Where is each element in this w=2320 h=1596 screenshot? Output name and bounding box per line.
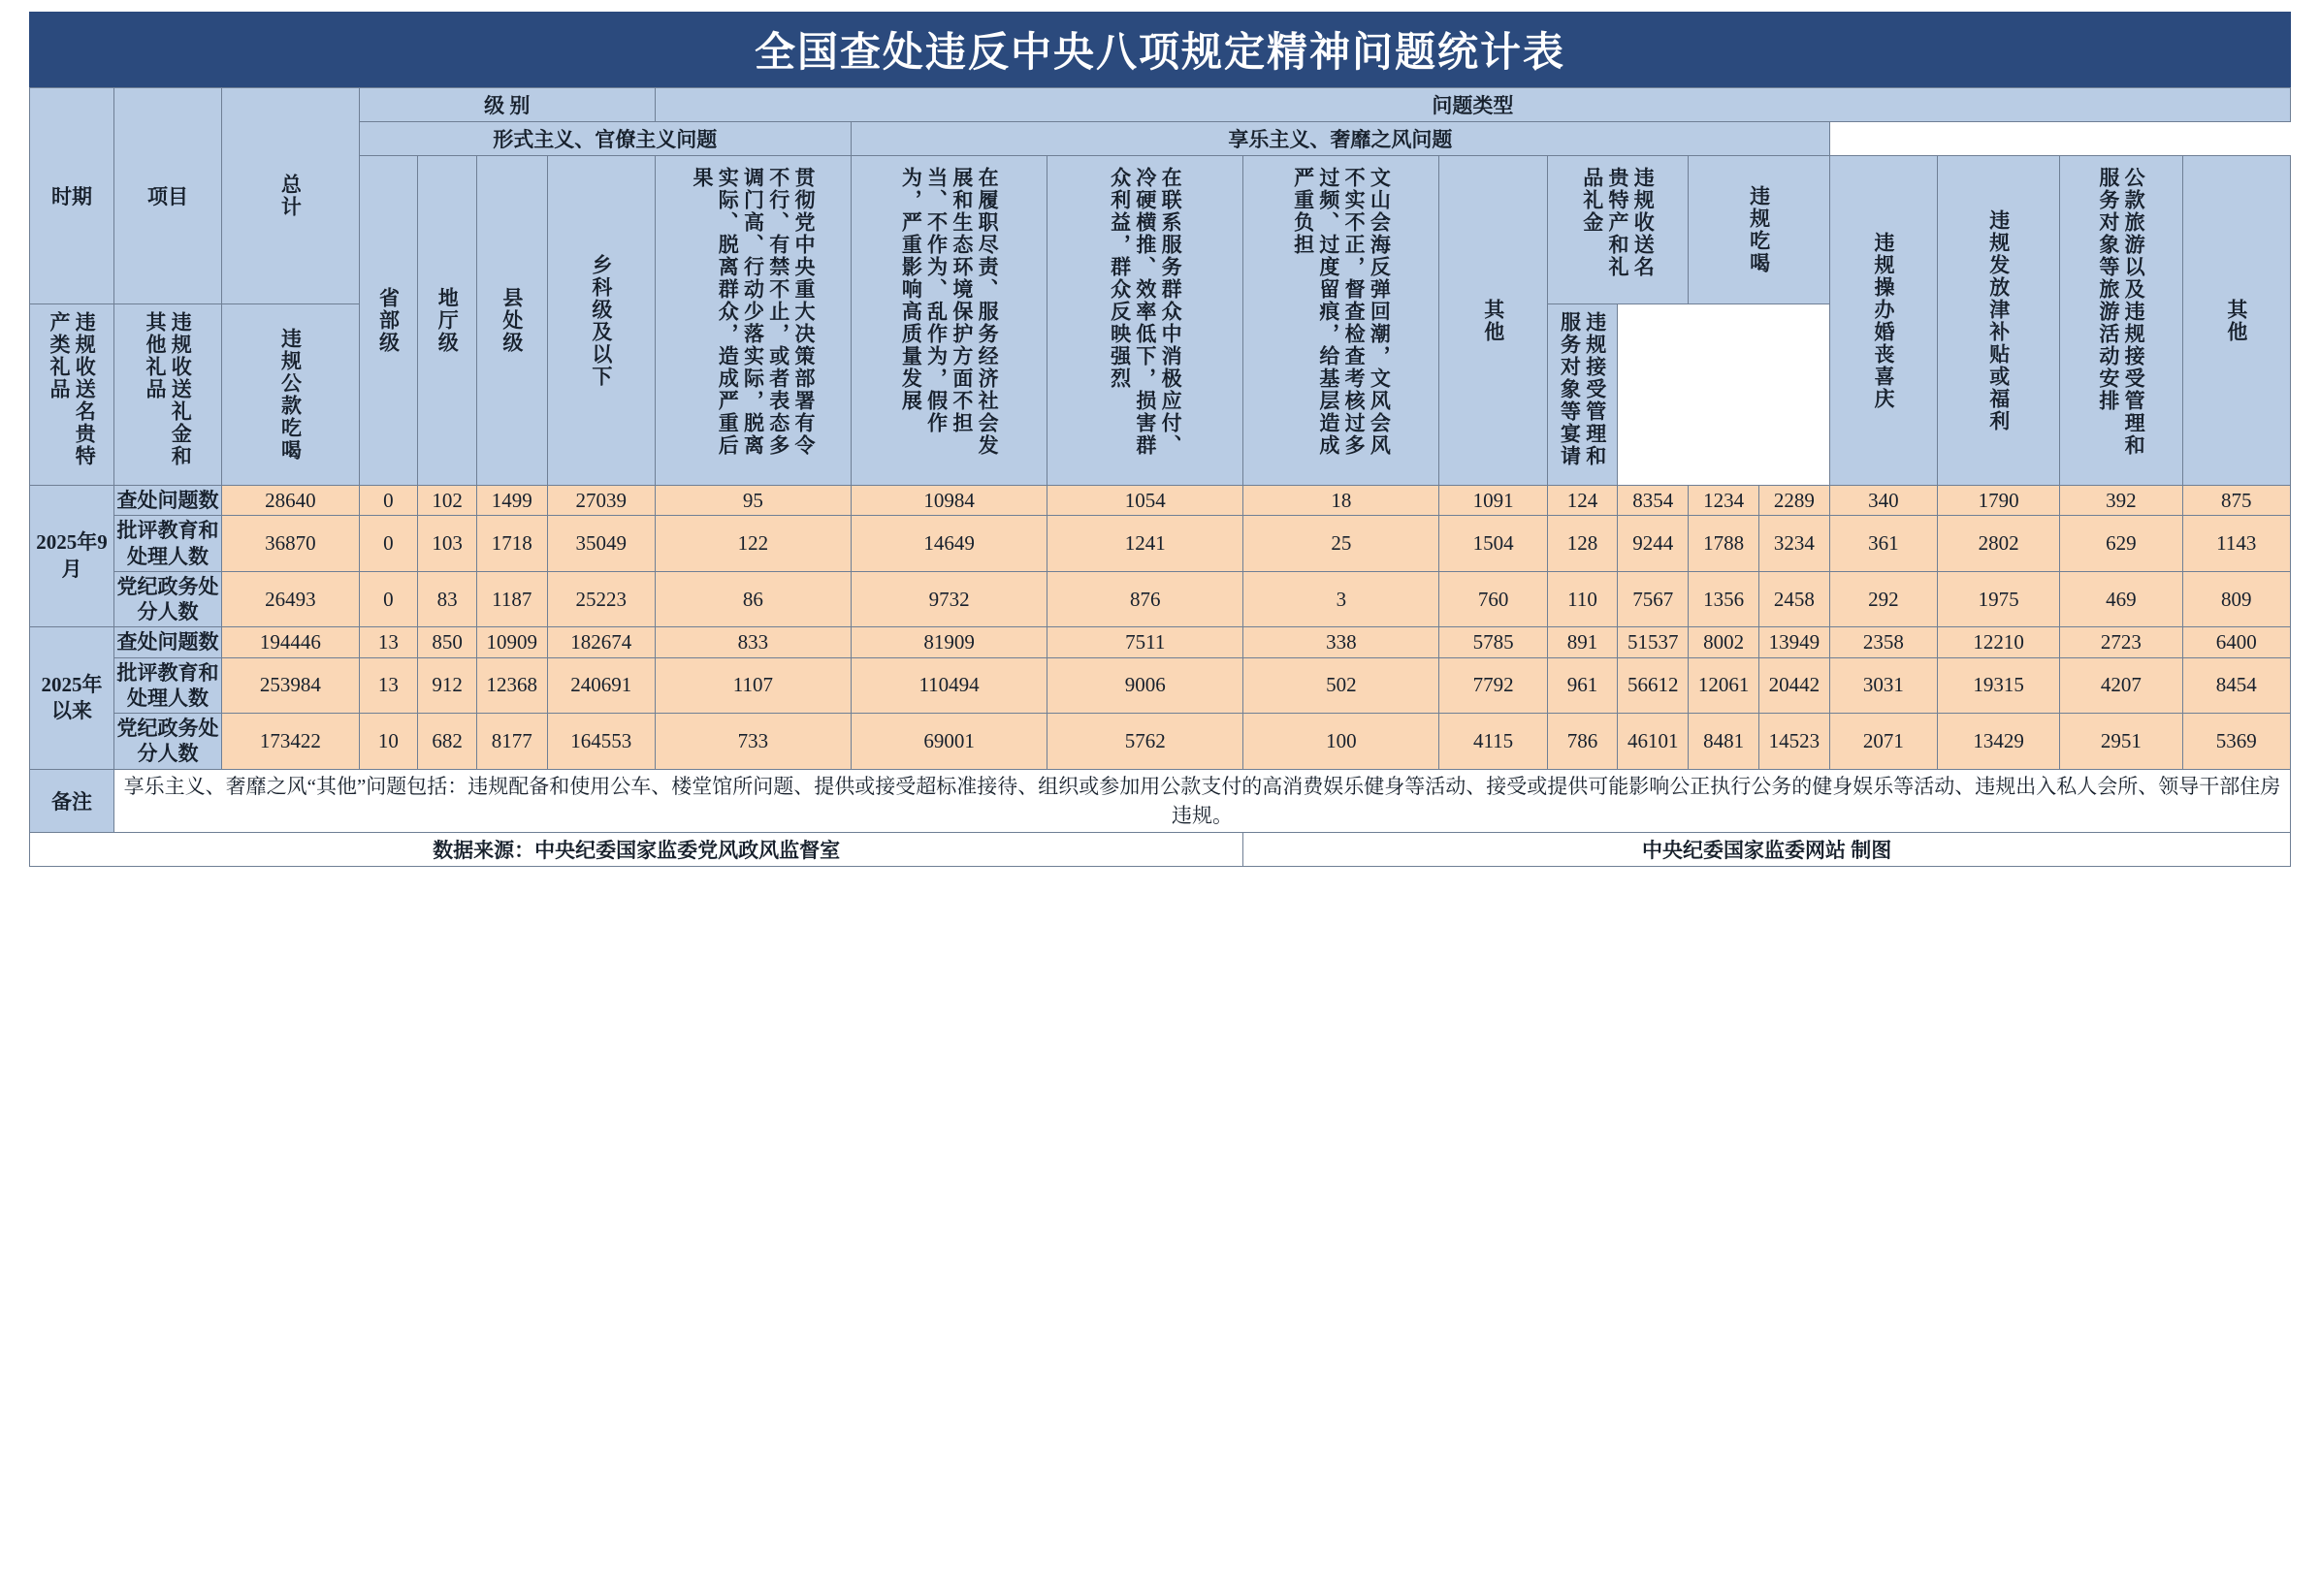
- cell-formalism-4: 760: [1439, 571, 1547, 627]
- cell-formalism-4: 1504: [1439, 516, 1547, 572]
- cell-formalism-2: 5762: [1047, 714, 1243, 770]
- cell-other-2: 2951: [2060, 714, 2182, 770]
- cell-formalism-2: 7511: [1047, 627, 1243, 657]
- cell-other-1: 19315: [1937, 657, 2059, 714]
- cell-eat-0: 8002: [1689, 627, 1759, 657]
- cell-level-1: 850: [418, 627, 477, 657]
- cell-eat-1: 2458: [1758, 571, 1829, 627]
- header-level-0: 省部级: [359, 156, 418, 486]
- cell-other-0: 2071: [1829, 714, 1937, 770]
- cell-gift-1: 7567: [1618, 571, 1689, 627]
- cell-formalism-0: 1107: [655, 657, 851, 714]
- cell-formalism-4: 4115: [1439, 714, 1547, 770]
- table-row: [30, 486, 2291, 516]
- header-group-hedonism: 享乐主义、奢靡之风问题: [852, 122, 1830, 156]
- cell-formalism-1: 10984: [852, 486, 1047, 516]
- header-group-formalism: 形式主义、官僚主义问题: [359, 122, 851, 156]
- cell-level-2: 1187: [476, 571, 547, 627]
- header-hedonism-eat-sub-0: 违规公款吃喝: [222, 304, 360, 486]
- cell-other-2: 469: [2060, 571, 2182, 627]
- cell-level-0: 0: [359, 486, 418, 516]
- row-label: 党纪政务处分人数: [113, 714, 221, 770]
- header-period: 时期: [30, 88, 114, 304]
- cell-total: 194446: [222, 627, 360, 657]
- cell-formalism-3: 100: [1243, 714, 1439, 770]
- cell-formalism-1: 14649: [852, 516, 1047, 572]
- cell-formalism-2: 876: [1047, 571, 1243, 627]
- cell-level-3: 182674: [547, 627, 655, 657]
- cell-gift-1: 46101: [1618, 714, 1689, 770]
- cell-gift-0: 961: [1547, 657, 1618, 714]
- cell-level-2: 1499: [476, 486, 547, 516]
- row-label: 批评教育和处理人数: [113, 516, 221, 572]
- cell-eat-0: 12061: [1689, 657, 1759, 714]
- footer-row: [30, 833, 2291, 867]
- table-row: [30, 657, 2291, 714]
- header-level-1: 地厅级: [418, 156, 477, 486]
- cell-formalism-0: 733: [655, 714, 851, 770]
- cell-other-3: 875: [2182, 486, 2290, 516]
- header-level-3: 乡科级及以下: [547, 156, 655, 486]
- header-formalism-3: 文山会海反弹回潮，文风会风不实不正，督查检查考核过多过频、过度留痕，给基层造成严重负担: [1243, 156, 1439, 486]
- cell-level-3: 35049: [547, 516, 655, 572]
- cell-gift-0: 128: [1547, 516, 1618, 572]
- note-text: 享乐主义、奢靡之风“其他”问题包括：违规配备和使用公车、楼堂馆所问题、提供或接受超标准接待、组织或参加用公款支付的高消费娱乐健身等活动、接受或提供可能影响公正执行公务的健身娱乐等活动、违规出入私人会所、领导干部住房违规。: [113, 769, 2290, 833]
- cell-other-1: 1975: [1937, 571, 2059, 627]
- cell-formalism-0: 833: [655, 627, 851, 657]
- header-hedonism-eat-group: 违规吃喝: [1689, 156, 1830, 304]
- cell-other-0: 2358: [1829, 627, 1937, 657]
- cell-gift-1: 9244: [1618, 516, 1689, 572]
- cell-gift-0: 124: [1547, 486, 1618, 516]
- row-label: 查处问题数: [113, 486, 221, 516]
- cell-level-1: 83: [418, 571, 477, 627]
- cell-level-3: 240691: [547, 657, 655, 714]
- cell-formalism-3: 25: [1243, 516, 1439, 572]
- header-hedonism-eat-sub-1: 违规接受管理和服务对象等宴请: [1547, 304, 1618, 486]
- cell-other-1: 12210: [1937, 627, 2059, 657]
- header-hedonism-gift-sub-1: 违规收送礼金和其他礼品: [113, 304, 221, 486]
- header-level-group: 级 别: [359, 88, 655, 122]
- row-label: 批评教育和处理人数: [113, 657, 221, 714]
- cell-total: 173422: [222, 714, 360, 770]
- period-label: 2025年以来: [30, 627, 114, 769]
- cell-level-0: 13: [359, 627, 418, 657]
- statistics-table: [29, 87, 2291, 867]
- cell-formalism-3: 338: [1243, 627, 1439, 657]
- cell-eat-1: 3234: [1758, 516, 1829, 572]
- note-row: [30, 769, 2291, 833]
- header-formalism-1: 在履职尽责、服务经济社会发展和生态环境保护方面不担当、不作为、乱作为，假作为，严重影响高质量发展: [852, 156, 1047, 486]
- cell-gift-1: 51537: [1618, 627, 1689, 657]
- cell-formalism-1: 69001: [852, 714, 1047, 770]
- table-row: [30, 571, 2291, 627]
- cell-formalism-1: 9732: [852, 571, 1047, 627]
- cell-level-2: 10909: [476, 627, 547, 657]
- cell-other-0: 361: [1829, 516, 1937, 572]
- cell-total: 253984: [222, 657, 360, 714]
- cell-level-2: 1718: [476, 516, 547, 572]
- cell-other-3: 5369: [2182, 714, 2290, 770]
- cell-level-2: 12368: [476, 657, 547, 714]
- cell-level-0: 0: [359, 516, 418, 572]
- cell-formalism-3: 3: [1243, 571, 1439, 627]
- cell-other-0: 292: [1829, 571, 1937, 627]
- cell-level-1: 682: [418, 714, 477, 770]
- header-formalism-2: 在联系服务群众中消极应付、冷硬横推、效率低下，损害群众利益，群众反映强烈: [1047, 156, 1243, 486]
- cell-formalism-4: 5785: [1439, 627, 1547, 657]
- cell-other-2: 629: [2060, 516, 2182, 572]
- page-title: 全国查处违反中央八项规定精神问题统计表: [29, 12, 2291, 87]
- data-source: 数据来源：中央纪委国家监委党风政风监督室: [30, 833, 1243, 867]
- cell-level-0: 0: [359, 571, 418, 627]
- cell-level-1: 103: [418, 516, 477, 572]
- table-row: [30, 516, 2291, 572]
- cell-gift-0: 891: [1547, 627, 1618, 657]
- row-label: 党纪政务处分人数: [113, 571, 221, 627]
- cell-formalism-1: 110494: [852, 657, 1047, 714]
- cell-formalism-0: 95: [655, 486, 851, 516]
- cell-level-2: 8177: [476, 714, 547, 770]
- cell-eat-0: 1788: [1689, 516, 1759, 572]
- cell-other-3: 1143: [2182, 516, 2290, 572]
- cell-other-2: 2723: [2060, 627, 2182, 657]
- header-level-2: 县处级: [476, 156, 547, 486]
- cell-formalism-0: 122: [655, 516, 851, 572]
- cell-eat-1: 20442: [1758, 657, 1829, 714]
- header-hedonism-other-2: 公款旅游以及违规接受管理和服务对象等旅游活动安排: [2060, 156, 2182, 486]
- cell-eat-1: 14523: [1758, 714, 1829, 770]
- row-label: 查处问题数: [113, 627, 221, 657]
- cell-formalism-3: 18: [1243, 486, 1439, 516]
- cell-other-2: 392: [2060, 486, 2182, 516]
- cell-formalism-0: 86: [655, 571, 851, 627]
- cell-level-1: 912: [418, 657, 477, 714]
- credit: 中央纪委国家监委网站 制图: [1243, 833, 2291, 867]
- cell-other-3: 6400: [2182, 627, 2290, 657]
- cell-eat-1: 2289: [1758, 486, 1829, 516]
- cell-eat-0: 8481: [1689, 714, 1759, 770]
- cell-gift-1: 56612: [1618, 657, 1689, 714]
- note-label: 备注: [30, 769, 114, 833]
- cell-total: 26493: [222, 571, 360, 627]
- cell-formalism-4: 1091: [1439, 486, 1547, 516]
- cell-gift-1: 8354: [1618, 486, 1689, 516]
- cell-level-3: 25223: [547, 571, 655, 627]
- cell-gift-0: 786: [1547, 714, 1618, 770]
- cell-other-3: 809: [2182, 571, 2290, 627]
- cell-other-0: 3031: [1829, 657, 1937, 714]
- cell-level-3: 27039: [547, 486, 655, 516]
- cell-other-1: 1790: [1937, 486, 2059, 516]
- header-hedonism-other-1: 违规发放津补贴或福利: [1937, 156, 2059, 486]
- cell-other-1: 2802: [1937, 516, 2059, 572]
- cell-formalism-2: 1241: [1047, 516, 1243, 572]
- cell-other-3: 8454: [2182, 657, 2290, 714]
- header-formalism-4: 其他: [1439, 156, 1547, 486]
- cell-level-0: 10: [359, 714, 418, 770]
- table-row: [30, 714, 2291, 770]
- cell-total: 28640: [222, 486, 360, 516]
- header-hedonism-other-0: 违规操办婚丧喜庆: [1829, 156, 1937, 486]
- header-hedonism-other-3: 其他: [2182, 156, 2290, 486]
- cell-gift-0: 110: [1547, 571, 1618, 627]
- cell-level-1: 102: [418, 486, 477, 516]
- header-hedonism-gift-group: 违规收送名贵特产和礼品礼金: [1547, 156, 1689, 304]
- header-item: 项目: [113, 88, 221, 304]
- table-row: [30, 627, 2291, 657]
- header-problem-type: 问题类型: [655, 88, 2290, 122]
- cell-level-0: 13: [359, 657, 418, 714]
- cell-level-3: 164553: [547, 714, 655, 770]
- cell-other-1: 13429: [1937, 714, 2059, 770]
- cell-other-2: 4207: [2060, 657, 2182, 714]
- cell-formalism-2: 1054: [1047, 486, 1243, 516]
- header-total: [222, 88, 360, 304]
- cell-eat-0: 1234: [1689, 486, 1759, 516]
- cell-formalism-4: 7792: [1439, 657, 1547, 714]
- cell-formalism-2: 9006: [1047, 657, 1243, 714]
- header-total-text: 总计: [278, 174, 303, 218]
- cell-eat-1: 13949: [1758, 627, 1829, 657]
- cell-formalism-1: 81909: [852, 627, 1047, 657]
- header-formalism-0: 贯彻党中央重大决策部署有令不行、有禁不止，或者表态多调门高、行动少落实际，脱离实际、脱离群众，造成严重后果: [655, 156, 851, 486]
- period-label: 2025年9月: [30, 486, 114, 627]
- cell-other-0: 340: [1829, 486, 1937, 516]
- cell-total: 36870: [222, 516, 360, 572]
- cell-eat-0: 1356: [1689, 571, 1759, 627]
- header-hedonism-gift-sub-0: 违规收送名贵特产类礼品: [30, 304, 114, 486]
- cell-formalism-3: 502: [1243, 657, 1439, 714]
